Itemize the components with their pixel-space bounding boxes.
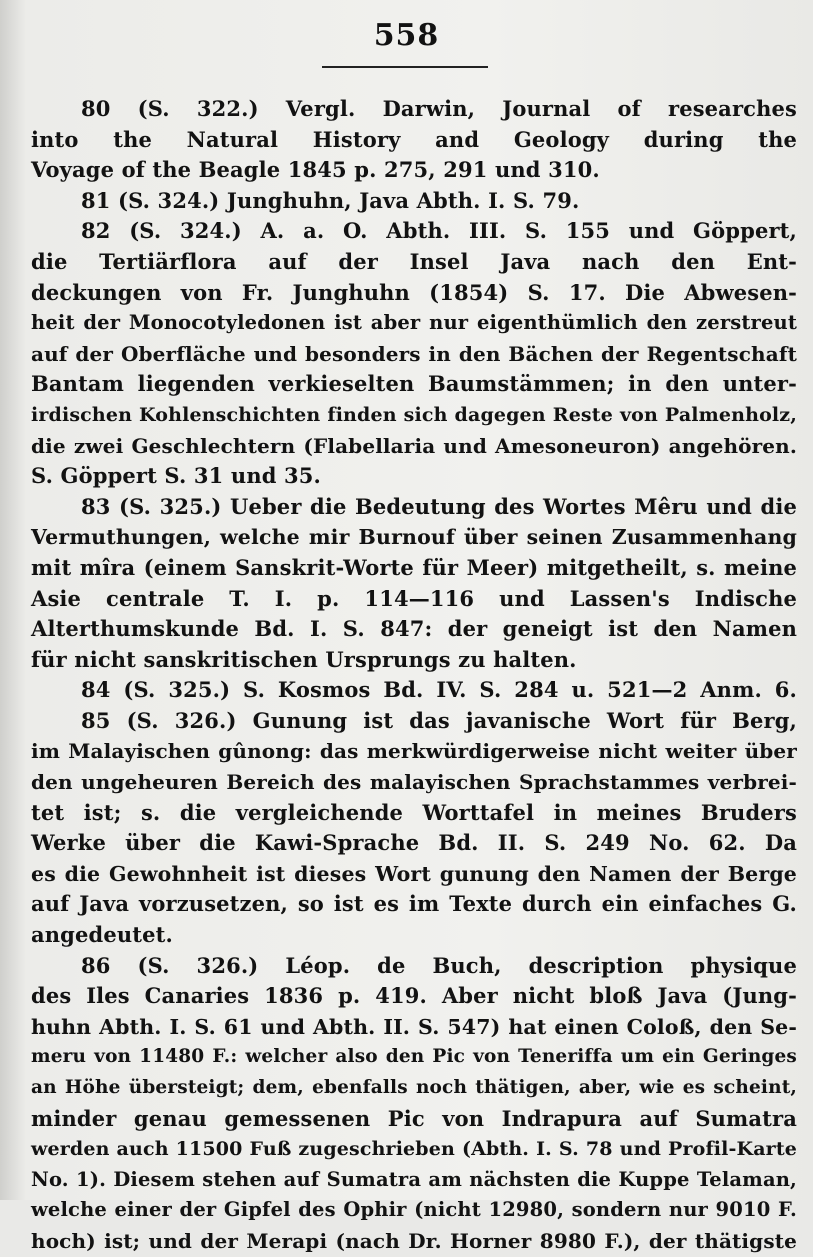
- text-line: für nicht sanskritischen Ursprungs zu halten.: [31, 646, 577, 672]
- text-line: werden auch 11500 Fuß zugeschrieben (Abth. I. S. 78 und Profil-Karte: [31, 1138, 797, 1161]
- text-line: 84 (S. 325.) S. Kosmos Bd. IV. S. 284 u. 521—2 Anm. 6.: [81, 677, 797, 703]
- text-line: auf der Oberfläche und besonders in den Bächen der Regentschaft: [31, 341, 797, 366]
- text-line: die zwei Geschlechtern (Flabellaria und Amesoneuron) angehören.: [31, 433, 797, 458]
- text-line: minder genau gemessenen Pic von Indrapura auf Sumatra: [31, 1105, 797, 1131]
- text-line: mit mîra (einem Sanskrit-Worte für Meer) mitgetheilt, s. meine: [31, 554, 797, 580]
- text-line: deckungen von Fr. Junghuhn (1854) S. 17. Die Abwesen-: [31, 279, 797, 305]
- text-line: den ungeheuren Bereich des malayischen Sprachstammes verbrei-: [31, 770, 797, 795]
- text-line: Vermuthungen, welche mir Burnouf über seinen Zusammenhang: [31, 525, 797, 550]
- text-line: Voyage of the Beagle 1845 p. 275, 291 und 310.: [31, 157, 600, 183]
- text-line: angedeutet.: [31, 922, 173, 948]
- text-line: welche einer der Gipfel des Ophir (nicht 12980, sondern nur 9010 F.: [31, 1198, 797, 1222]
- text-line: S. Göppert S. 31 und 35.: [31, 463, 322, 489]
- text-line: 80 (S. 322.) Vergl. Darwin, Journal of researches: [81, 96, 797, 121]
- text-line: Werke über die Kawi-Sprache Bd. II. S. 249 No. 62. Da: [31, 830, 797, 856]
- text-line: 82 (S. 324.) A. a. O. Abth. III. S. 155 und Göppert,: [81, 218, 797, 244]
- text-line: Bantam liegenden verkieselten Baumstämmen; in den unter-: [31, 371, 797, 397]
- text-line: es die Gewohnheit ist dieses Wort gunung den Namen der Berge: [31, 861, 797, 886]
- footnote-text-block: [31, 94, 797, 1257]
- text-line: die Tertiärflora auf der Insel Java nach den Ent-: [31, 248, 797, 274]
- text-line: No. 1). Diesem stehen auf Sumatra am nächsten die Kuppe Telaman,: [31, 1167, 797, 1191]
- text-line: 83 (S. 325.) Ueber die Bedeutung des Wortes Mêru und die: [81, 493, 797, 519]
- page-number: 558: [373, 18, 440, 53]
- text-line: tet ist; s. die vergleichende Worttafel in meines Bruders: [31, 799, 797, 825]
- text-line: im Malayischen gûnong: das merkwürdigerweise nicht weiter über: [31, 739, 797, 764]
- text-line: into the Natural History and Geology during the: [31, 126, 797, 152]
- text-line: 81 (S. 324.) Junghuhn, Java Abth. I. S. 79.: [81, 187, 580, 213]
- text-line: meru von 11480 F.: welcher also den Pic von Teneriffa um ein Geringes: [31, 1046, 797, 1068]
- text-line: auf Java vorzusetzen, so ist es im Texte durch ein einfaches G.: [31, 891, 797, 917]
- text-line: 86 (S. 326.) Léop. de Buch, description physique: [81, 952, 797, 978]
- text-line: huhn Abth. I. S. 61 und Abth. II. S. 547) hat einen Coloß, den Se-: [31, 1014, 797, 1039]
- header-rule: [322, 66, 488, 68]
- text-line: an Höhe übersteigt; dem, ebenfalls noch thätigen, aber, wie es scheint,: [31, 1077, 797, 1098]
- text-line: Alterthumskunde Bd. I. S. 847: der geneigt ist den Namen: [31, 616, 797, 642]
- text-line: irdischen Kohlenschichten finden sich dagegen Reste von Palmenholz,: [31, 403, 797, 426]
- text-line: Asie centrale T. I. p. 114—116 und Lassen's Indische: [31, 585, 797, 611]
- text-line: 85 (S. 326.) Gunung ist das javanische Wort für Berg,: [81, 707, 797, 733]
- text-line: hoch) ist; und der Merapi (nach Dr. Horner 8980 F.), der thätigste: [31, 1228, 797, 1253]
- text-line: des Iles Canaries 1836 p. 419. Aber nicht bloß Java (Jung-: [31, 983, 797, 1009]
- text-line: heit der Monocotyledonen ist aber nur eigenthümlich den zerstreut: [31, 311, 797, 335]
